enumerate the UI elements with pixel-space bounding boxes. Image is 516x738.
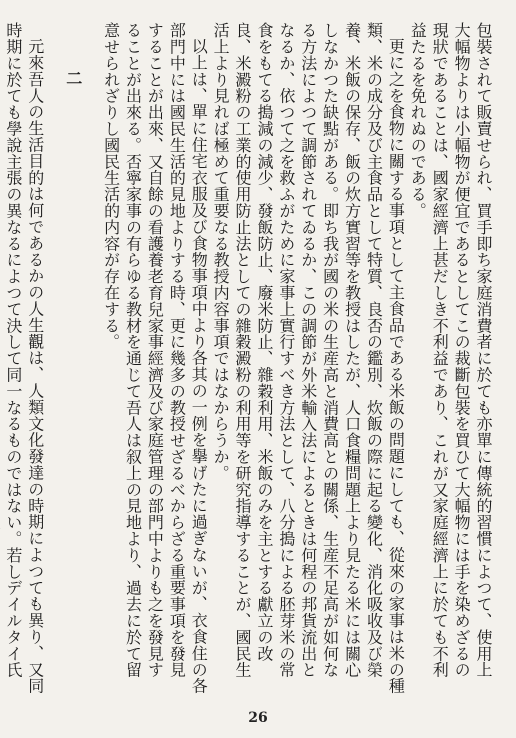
- paragraph-4: 元來吾人の生活目的は何であるかの人生觀は、人類文化發達の時期によつても異り、又同時期に於ても學說主張の異なるによつて決して同一なるものではない。若しデイルタイ氏: [3, 22, 45, 694]
- paragraph-1: 包裝されて販賣せられ、買手即ち家庭消費者に於ても亦單に傳統的習慣によつて、使用上大幅物よりは小幅物が便宜であるとしてこの裁斷包裝を買ひて大幅物には手を染めざるの現狀であることは、國家經濟上甚だしき不利益であり、これが又家庭經濟上に於ても不利益たるを免れぬのである。: [408, 22, 493, 678]
- paragraph-2: 更に之を食物に關する事項として主食品である米飯の問題にしても、從來の家事は米の種類、米の成分及び主食品として特質、良否の鑑別、炊飯の際に起る變化、消化吸收及び榮養、米飯の保存、飯の炊方實習等を教授はしたが、人口食糧問題上より見たる米には關心しなかつた缺點がある。即ち我が國の米の生産高と消費高との關係、生産不足高が如何なる方法によつて調節されてゐるか、この調節が外米輸入法によるときは何程の邦貨流出となるか、依つて之を救ふがために家事上實行すべき方法として、八分搗による胚芽米の常食をもてる搗減の減少、發飯防止、廢米防止、雜穀利用、米飯のみを主とする獻立の改良、米澱粉の工業的使用防止法としての雜穀澱粉の利用等を研究指導することが、國民生活上より見れば極めて重要なる教授内容事項ではなからうか。: [211, 22, 406, 694]
- vertical-text-body: [3, 22, 494, 694]
- page-number: 26: [248, 710, 268, 726]
- section-number: 二: [63, 70, 83, 86]
- paragraph-3: 以上は、單に住宅衣服及び食物事項中より各其の一例を擧げたに過ぎないが、衣食住の各部門中には國民生活的見地よりする時、更に幾多の教授せざるべからざる重要事項を發見することが出來、又自餘の看護養老育兒家事經濟及び家庭管理の部門中よりも之を發見することが出來る。否寧家事の有らゆる教材を通じて吾人は叙上の見地より、過去に於て留意せられざりし國民生活的内容が存在する。: [101, 22, 209, 694]
